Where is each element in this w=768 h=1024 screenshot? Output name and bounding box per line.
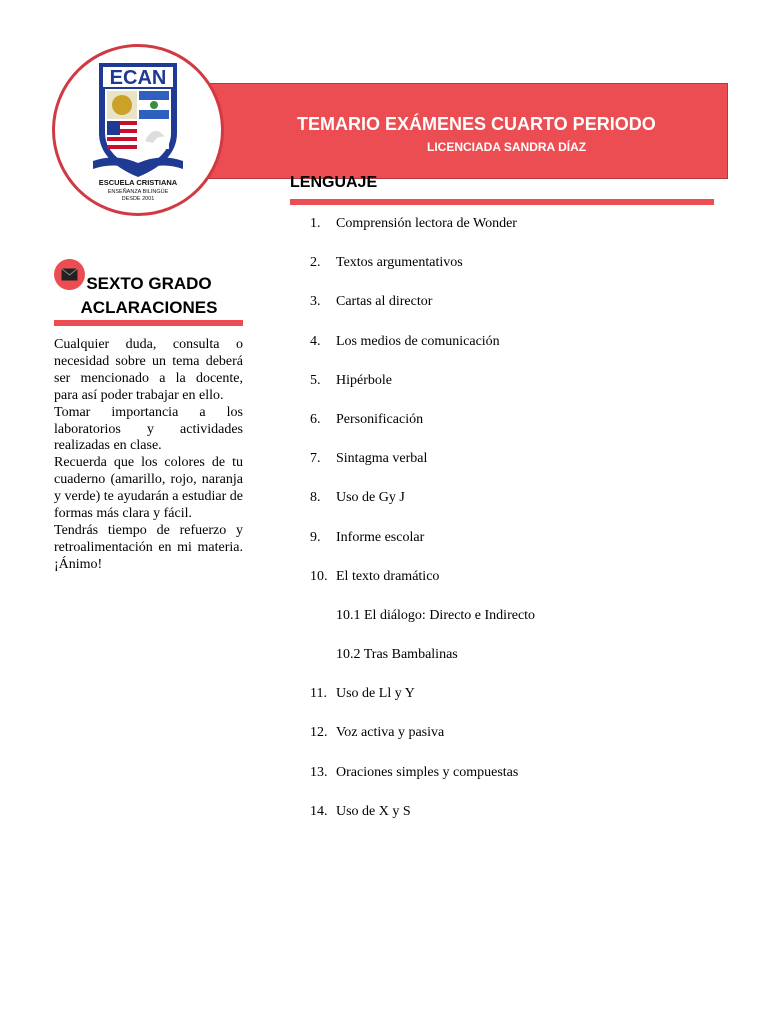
logo-since: DESDE 2001: [121, 196, 155, 202]
section-heading: LENGUAJE: [290, 174, 378, 191]
item-text: 10.1 El diálogo: Directo e Indirecto: [336, 607, 536, 623]
list-item: [310, 763, 535, 802]
item-number: 14.: [310, 803, 328, 819]
note-paragraph: Tendrás tiempo de refuerzo y retroalimentación en mi materia. ¡Ánimo!: [54, 522, 243, 572]
note-paragraph: Tomar importancia a los laboratorios y actividades realizadas en clase.: [54, 404, 243, 454]
item-number: 5.: [310, 372, 321, 388]
aside-heading: ACLARACIONES: [80, 298, 218, 317]
item-number: 7.: [310, 451, 321, 467]
item-number: 2.: [310, 255, 321, 271]
section-divider: [290, 199, 714, 205]
logo-motto: ENSEÑANZA BILINGÜE: [107, 189, 169, 195]
list-item: [310, 684, 535, 723]
item-text: Los medios de comunicación: [336, 333, 500, 349]
item-number: 3.: [310, 294, 321, 310]
list-item: [310, 410, 535, 449]
item-number: 8.: [310, 490, 321, 506]
item-number: 1.: [310, 216, 321, 231]
list-item: [310, 292, 535, 331]
item-text: Cartas al director: [336, 294, 433, 310]
list-item: [310, 528, 535, 567]
item-number: 12.: [310, 725, 328, 741]
item-text: El texto dramático: [336, 568, 440, 584]
grade-label: SEXTO GRADO: [86, 274, 212, 293]
logo-school-name: ESCUELA CRISTIANA: [98, 178, 178, 187]
list-subitem: [310, 645, 535, 684]
list-item: [310, 723, 535, 762]
note-paragraph: Cualquier duda, consulta o necesidad sobre un tema deberá ser mencionado a la docente, para así poder trabajar en ello.: [54, 337, 243, 403]
item-text: Hipérbole: [336, 372, 392, 388]
item-number: 9.: [310, 529, 321, 545]
list-item: [310, 332, 535, 371]
item-number: 11.: [310, 686, 327, 702]
list-item: [310, 371, 535, 410]
item-text: Informe escolar: [336, 529, 425, 545]
list-item: [310, 449, 535, 488]
list-item: [310, 802, 535, 841]
aside-title: [54, 272, 244, 320]
list-item: [310, 253, 535, 292]
item-text: Personificación: [336, 411, 424, 427]
item-number: 4.: [310, 333, 321, 349]
item-text: Uso de Ll y Y: [336, 686, 415, 702]
item-text: Uso de Gy J: [336, 490, 405, 506]
school-crest-icon: [73, 57, 203, 207]
aside-notes: [54, 337, 243, 574]
item-number: 13.: [310, 764, 328, 780]
topic-list: [310, 214, 535, 841]
item-text: 10.2 Tras Bambalinas: [336, 647, 458, 663]
item-text: Oraciones simples y compuestas: [336, 764, 519, 780]
logo-acronym: ECAN: [109, 67, 167, 89]
list-item: [310, 488, 535, 527]
note-paragraph: Recuerda que los colores de tu cuaderno (amarillo, rojo, naranja y verde) te ayudarán a estudiar de formas más clara y fácil.: [54, 455, 243, 522]
aside-divider: [54, 320, 243, 326]
list-item: [310, 567, 535, 606]
item-text: Textos argumentativos: [336, 255, 463, 271]
item-number: 10.: [310, 568, 328, 584]
header-banner: [200, 83, 728, 179]
document-title: TEMARIO EXÁMENES CUARTO PERIODO: [297, 114, 656, 134]
list-subitem: [310, 606, 535, 645]
teacher-name: LICENCIADA SANDRA DÍAZ: [427, 140, 587, 154]
item-number: 6.: [310, 411, 321, 427]
item-text: Comprensión lectora de Wonder: [336, 216, 517, 231]
list-item: [310, 214, 535, 253]
item-text: Sintagma verbal: [336, 451, 428, 467]
item-text: Uso de X y S: [336, 803, 411, 819]
school-logo: [52, 44, 224, 216]
item-text: Voz activa y pasiva: [336, 725, 445, 741]
